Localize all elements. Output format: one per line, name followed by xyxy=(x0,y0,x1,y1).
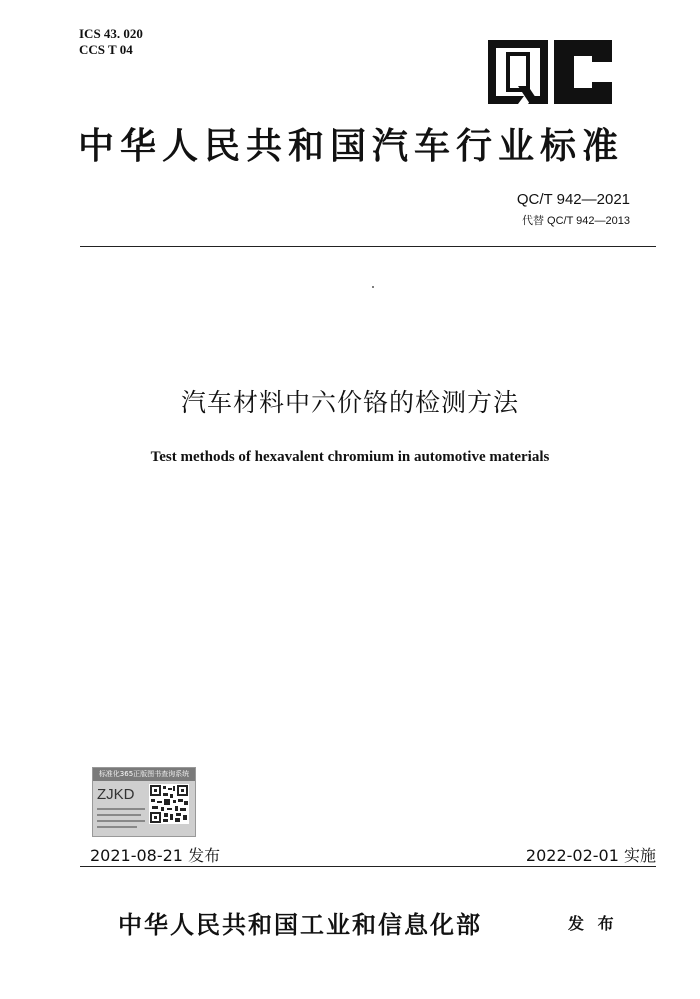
ics-code: ICS 43. 020 xyxy=(79,26,143,41)
document-title-cn: 汽车材料中六价铬的检测方法 xyxy=(180,388,519,417)
top-divider xyxy=(80,246,656,247)
publish-date: 2021-08-21 发布 xyxy=(90,846,221,865)
document-title-en: Test methods of hexavalent chromium in automotive materials xyxy=(150,449,550,465)
qr-code-icon xyxy=(149,784,189,824)
standard-category: 中华人民共和国汽车行业标准 xyxy=(78,125,625,167)
implementation-date: 2022-02-01 实施 xyxy=(525,846,656,865)
speck xyxy=(372,286,374,288)
issue-action: 发 布 xyxy=(568,914,618,933)
bottom-divider xyxy=(80,866,656,867)
replaces-standard: 代替 QC/T 942—2013 xyxy=(521,215,630,227)
issuing-authority: 中华人民共和国工业和信息化部 xyxy=(118,910,482,939)
authenticity-badge xyxy=(92,767,196,837)
ccs-code: CCS T 04 xyxy=(79,42,133,57)
badge-header: 标准化365正版图书查询系统 xyxy=(93,768,195,781)
qc-logo xyxy=(488,40,612,104)
badge-code: ZJKD xyxy=(97,786,135,803)
badge-text-lines xyxy=(97,806,147,832)
standard-number: QC/T 942—2021 xyxy=(516,191,630,208)
